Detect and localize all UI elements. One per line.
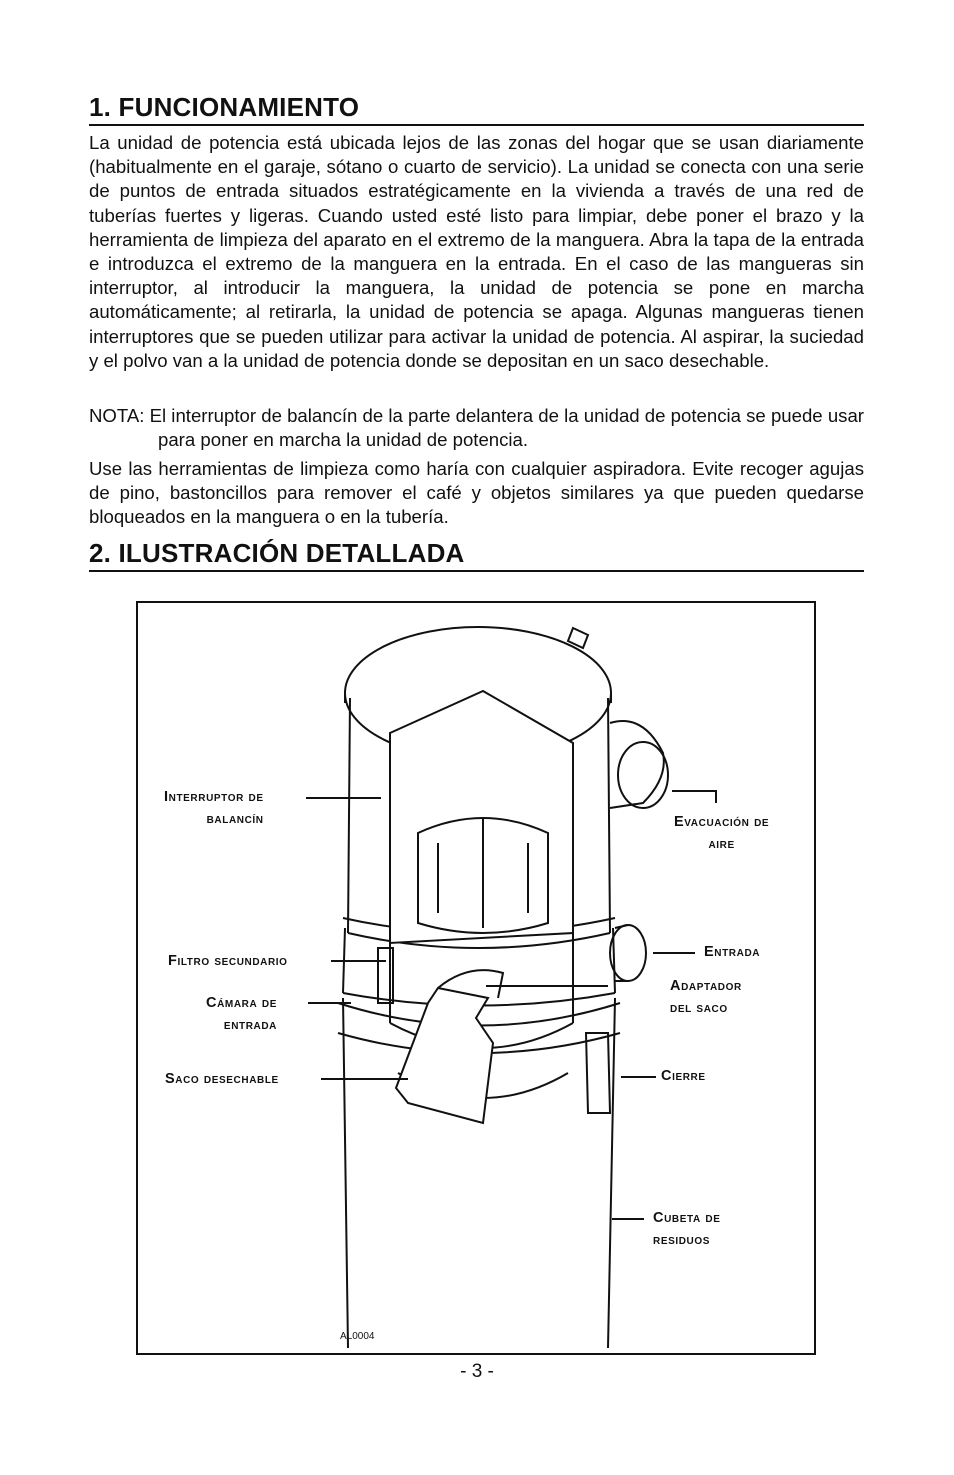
label-disposable-bag: Saco desechable <box>165 1071 279 1087</box>
label-rocker-switch <box>164 786 264 830</box>
label-secondary-filter: Filtro secundario <box>168 953 288 969</box>
note-paragraph: NOTA: El interruptor de balancín de la parte delantera de la unidad de potencia se puede usar para poner en marcha la unidad de potencia. <box>89 405 864 451</box>
page-number: - 3 - <box>460 1361 494 1382</box>
label-inlet-chamber-line1: Cámara de <box>206 995 278 1011</box>
label-inlet-chamber <box>206 992 277 1036</box>
label-inlet-chamber-line2: entrada <box>223 1017 278 1033</box>
label-dirt-canister-line2: residuos <box>653 1232 711 1248</box>
label-latch: Cierre <box>661 1068 706 1084</box>
paragraph-cleaning-tools: Use las herramientas de limpieza como haría con cualquier aspiradora. Evite recoger agujas de pino, bastoncillos para remover el café y objetos similares ya que pueden quedarse bloqueados en la manguera o en la tubería. <box>89 458 864 528</box>
label-bag-adapter <box>670 975 742 1019</box>
label-exhaust-line2: aire <box>708 836 735 852</box>
section-title-funcionamiento: 1. FUNCIONAMIENTO <box>89 92 864 126</box>
vacuum-illustration <box>136 601 816 1355</box>
label-bag-adapter-line1: Adaptador <box>670 978 742 994</box>
label-exhaust <box>674 811 769 855</box>
paragraph-operation: La unidad de potencia está ubicada lejos de las zonas del hogar que se usan diariamente (habitualmente en el garaje, sótano o cuarto de servicio). La unidad se conecta con una serie de puntos de entrada situados estratégicamente en la vivienda a través de una red de tuberías fuertes y ligeras. Cuando usted esté listo para limpiar, debe poner el brazo y la herramienta de limpieza del aparato en el extremo de la manguera. Abra la tapa de la entrada e introduzca el extremo de la manguera en la entrada. En el caso de las mangueras sin interruptor, al introducir la manguera, la unidad de potencia se pone en marcha automáticamente; al retirarla, la unidad de potencia se apaga. Algunas mangueras tienen interruptores que se pueden utilizar para activar la unidad de potencia. Al aspirar, la suciedad y el polvo van a la unidad de potencia donde se depositan en un saco desechable. <box>89 132 864 371</box>
label-bag-adapter-line2: del saco <box>670 1000 728 1016</box>
label-dirt-canister-line1: Cubeta de <box>653 1210 721 1226</box>
label-dirt-canister <box>653 1207 721 1251</box>
figure-code: AL0004 <box>340 1331 375 1342</box>
label-inlet: Entrada <box>704 944 761 960</box>
section-title-ilustracion: 2. ILUSTRACIÓN DETALLADA <box>89 538 864 572</box>
label-exhaust-line1: Evacuación de <box>674 814 770 830</box>
label-rocker-switch-line2: balancín <box>206 811 264 827</box>
label-rocker-switch-line1: Interruptor de <box>164 789 264 805</box>
